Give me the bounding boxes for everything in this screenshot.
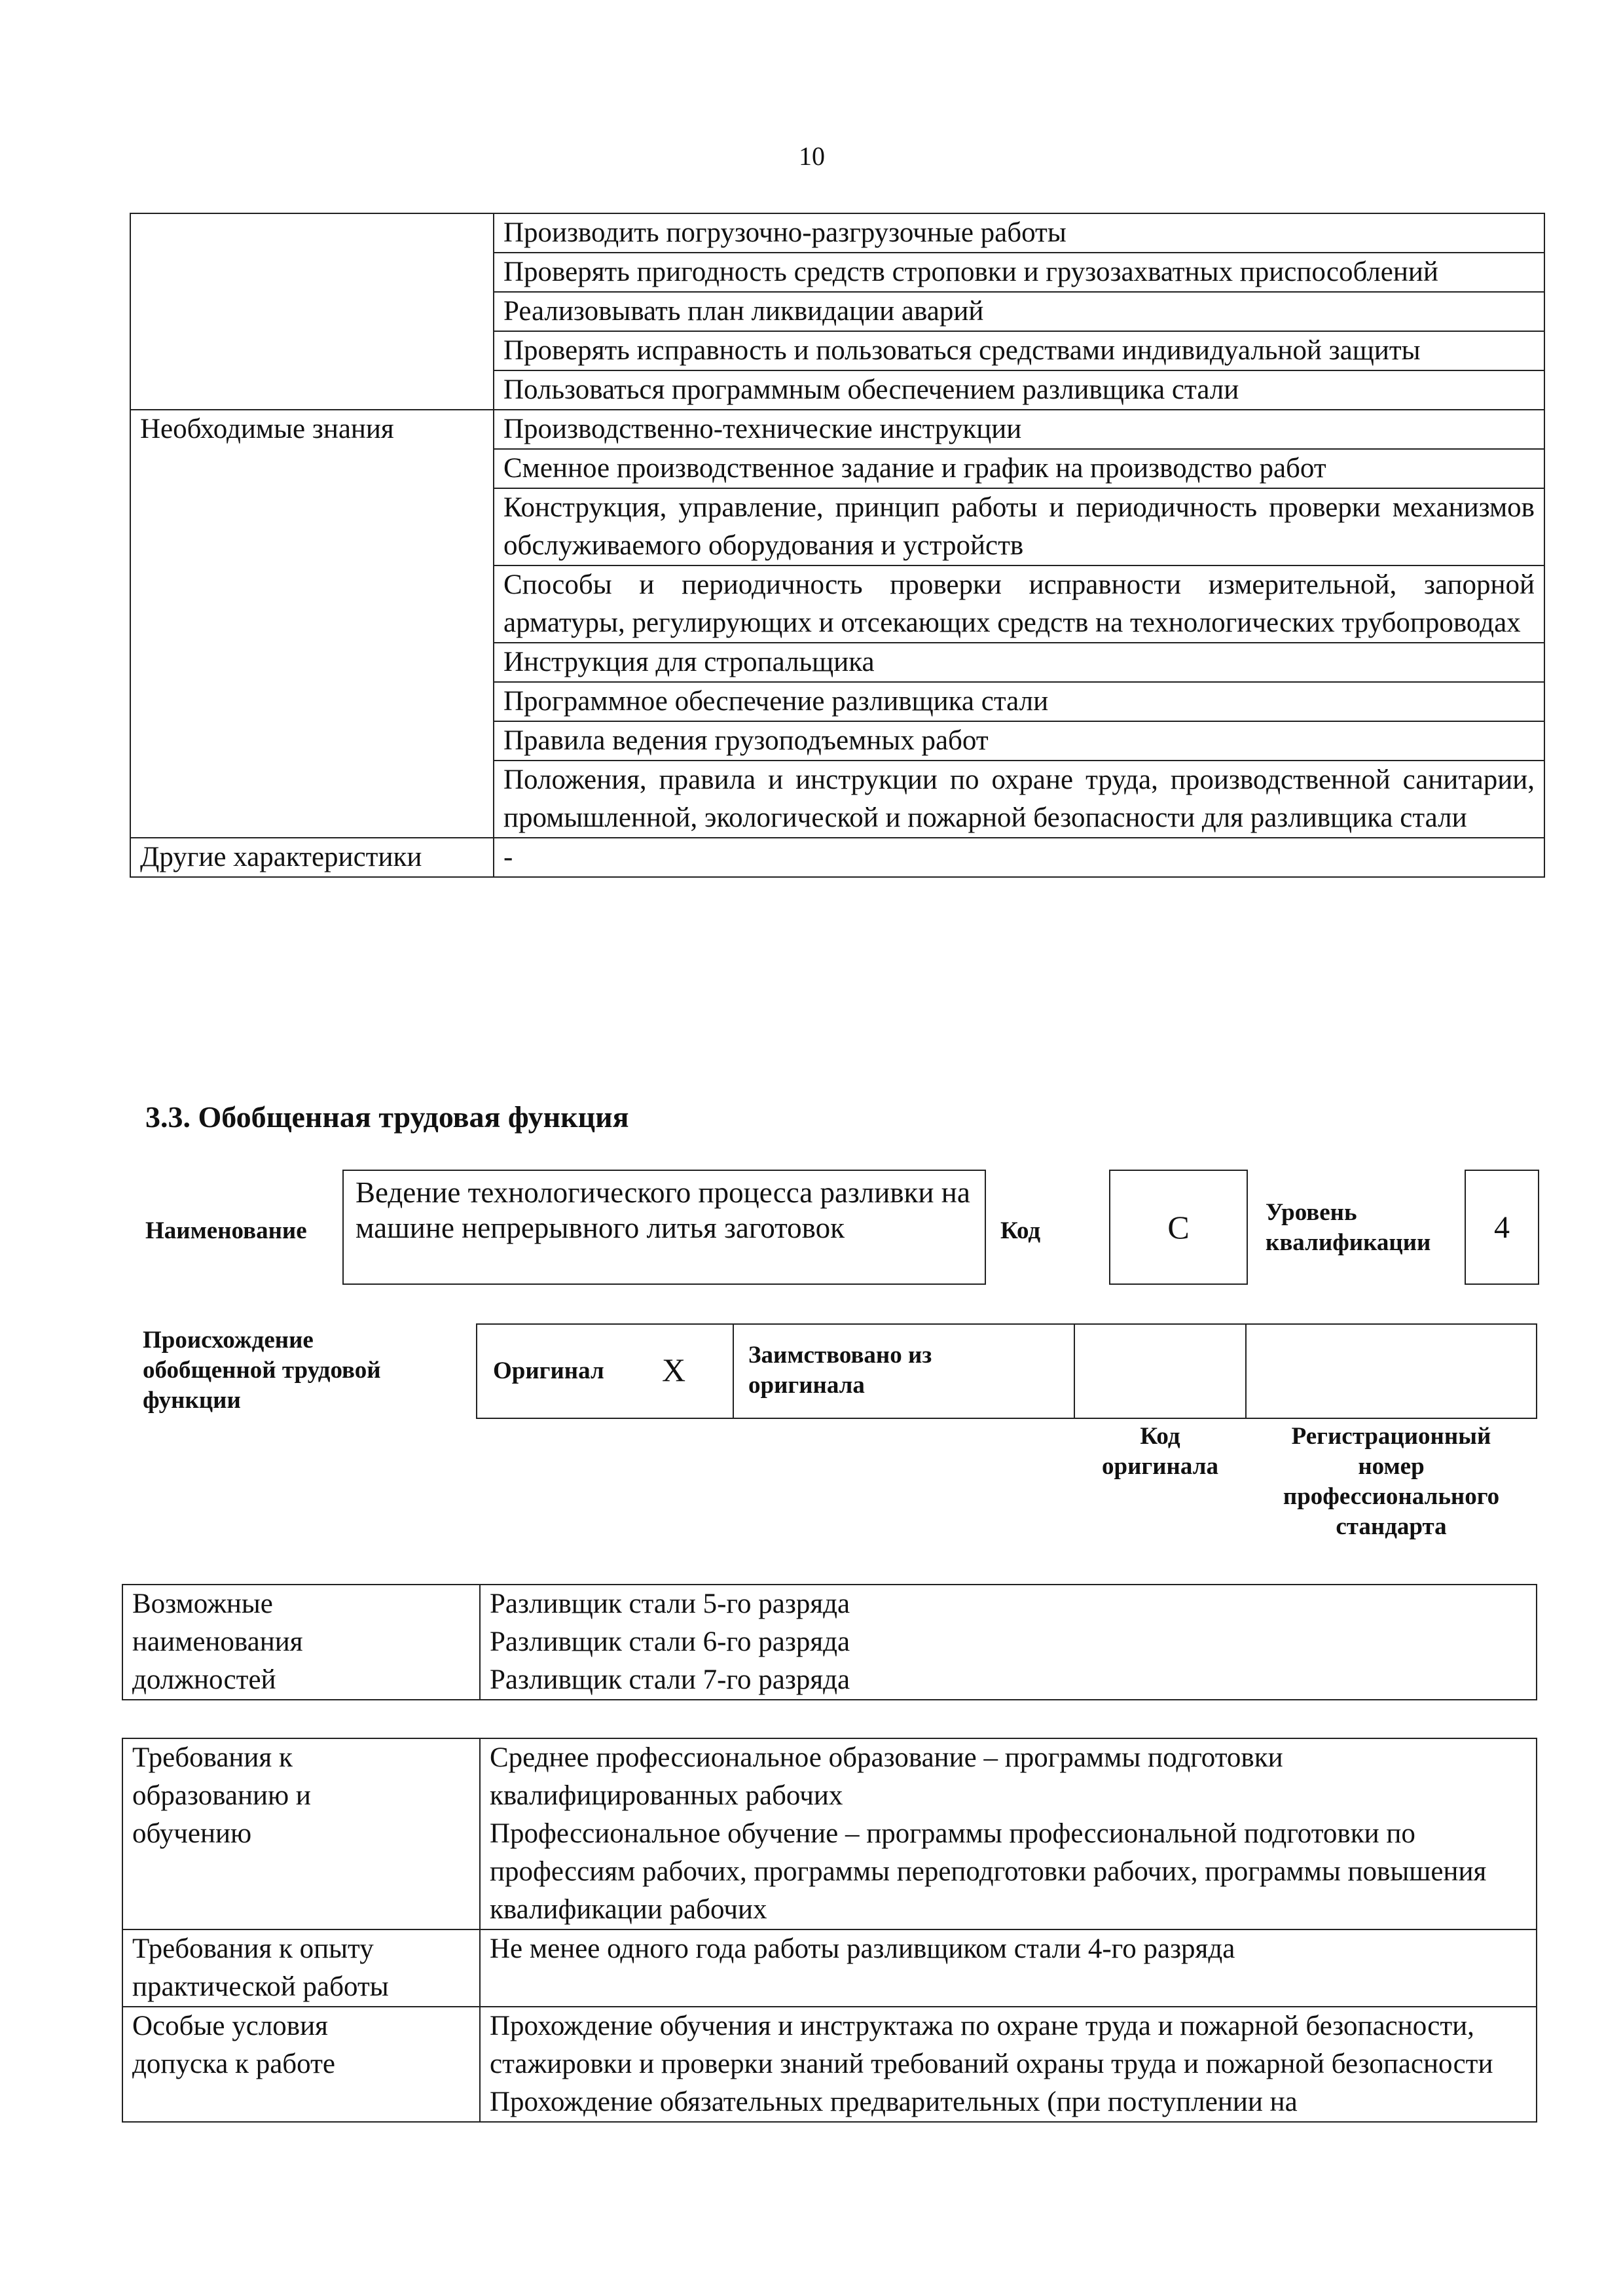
- skill-item: Реализовывать план ликвидации аварий: [494, 292, 1544, 331]
- page-number: 10: [799, 141, 825, 171]
- special-label-line: Особые условия: [132, 2011, 328, 2041]
- borrowed-label-line: оригинала: [748, 1372, 865, 1399]
- code-box: [1109, 1170, 1248, 1285]
- experience-label-line: практической работы: [132, 1971, 389, 2002]
- empty-label-cell: [130, 213, 494, 410]
- code-value: C: [1167, 1209, 1190, 1246]
- experience-label: [122, 1929, 480, 2007]
- education-value: [480, 1738, 1537, 1929]
- knowledge-item: Конструкция, управление, принцип работы и периодичность проверки механизмов обслуживаемого оборудования и устройств: [494, 488, 1544, 565]
- registration-caption-line: номер: [1358, 1453, 1425, 1480]
- position-item: Разливщик стали 7-го разряда: [490, 1664, 850, 1695]
- position-item: Разливщик стали 6-го разряда: [490, 1626, 850, 1657]
- education-item: Профессиональное обучение – программы профессиональной подготовки по профессиям рабочих, программы переподготовки рабочих, программы повышения квалификации рабочих: [490, 1818, 1487, 1925]
- registration-cell: [1245, 1323, 1537, 1419]
- experience-value: Не менее одного года работы разливщиком стали 4-го разряда: [480, 1929, 1537, 2007]
- special-value: [480, 2007, 1537, 2122]
- level-value: 4: [1494, 1210, 1510, 1245]
- knowledge-item: Программное обеспечение разливщика стали: [494, 682, 1544, 721]
- registration-caption-line: профессионального: [1283, 1483, 1500, 1510]
- knowledge-table: [130, 213, 1545, 878]
- experience-label-line: Требования к опыту: [132, 1933, 374, 1964]
- positions-label-line: наименования: [132, 1626, 303, 1657]
- origin-label-line: обобщенной трудовой: [143, 1357, 381, 1384]
- level-label-line: квалификации: [1266, 1229, 1431, 1256]
- knowledge-item: Производственно-технические инструкции: [494, 410, 1544, 449]
- code-original-caption-line: оригинала: [1102, 1453, 1218, 1480]
- registration-caption-line: стандарта: [1336, 1513, 1447, 1540]
- education-item: Среднее профессиональное образование – программы подготовки квалифицированных рабочих: [490, 1742, 1283, 1811]
- original-cell: [476, 1323, 734, 1419]
- knowledge-item: Правила ведения грузоподъемных работ: [494, 721, 1544, 761]
- positions-list: [480, 1585, 1537, 1700]
- positions-label-line: Возможные: [132, 1588, 273, 1619]
- positions-label-line: должностей: [132, 1664, 276, 1695]
- name-label: Наименование: [145, 1217, 307, 1244]
- original-label: Оригинал: [493, 1357, 604, 1384]
- special-item: Прохождение обучения и инструктажа по охране труда и пожарной безопасности, стажировки и проверки знаний требований охраны труда и пожарной безопасности: [490, 2011, 1493, 2079]
- special-label: [122, 2007, 480, 2122]
- code-label: Код: [1000, 1217, 1041, 1244]
- education-label: [122, 1738, 480, 1929]
- skill-item: Проверять исправность и пользоваться средствами индивидуальной защиты: [494, 331, 1544, 370]
- borrowed-label: [748, 1340, 932, 1401]
- positions-table: [122, 1584, 1537, 1700]
- education-label-line: Требования к: [132, 1742, 293, 1773]
- special-item: Прохождение обязательных предварительных (при поступлении на: [490, 2087, 1298, 2117]
- code-original-caption: [1074, 1422, 1247, 1482]
- borrowed-cell: [733, 1323, 1075, 1419]
- origin-label-line: функции: [143, 1387, 241, 1414]
- level-label: [1266, 1198, 1431, 1258]
- function-name: Ведение технологического процесса разливки на машине непрерывного литья заготовок: [356, 1176, 970, 1244]
- skill-item: Проверять пригодность средств строповки и грузозахватных приспособлений: [494, 253, 1544, 292]
- other-label: Другие характеристики: [130, 838, 494, 877]
- knowledge-item: Способы и периодичность проверки исправности измерительной, запорной арматуры, регулирующих и отсекающих средств на технологических трубопроводах: [494, 565, 1544, 643]
- knowledge-item: Сменное производственное задание и график на производство работ: [494, 449, 1544, 488]
- education-label-line: обучению: [132, 1818, 252, 1849]
- registration-caption-line: Регистрационный: [1291, 1423, 1491, 1450]
- positions-label: [122, 1585, 480, 1700]
- code-original-cell: [1074, 1323, 1247, 1419]
- level-box: [1465, 1170, 1539, 1285]
- original-mark: X: [662, 1352, 686, 1388]
- knowledge-item: Инструкция для стропальщика: [494, 643, 1544, 682]
- other-value: -: [494, 838, 1544, 877]
- section-heading: 3.3. Обобщенная трудовая функция: [145, 1100, 629, 1134]
- registration-caption: [1245, 1422, 1537, 1542]
- borrowed-label-line: Заимствовано из: [748, 1342, 932, 1369]
- level-label-line: Уровень: [1266, 1199, 1357, 1226]
- requirements-table: [122, 1738, 1537, 2123]
- skill-item: Пользоваться программным обеспечением разливщика стали: [494, 370, 1544, 410]
- skill-item: Производить погрузочно-разгрузочные работы: [494, 213, 1544, 253]
- education-label-line: образованию и: [132, 1780, 311, 1811]
- origin-label-line: Происхождение: [143, 1327, 314, 1354]
- origin-label: [143, 1325, 381, 1416]
- function-name-box: [342, 1170, 986, 1285]
- special-label-line: допуска к работе: [132, 2049, 335, 2079]
- code-original-caption-line: Код: [1140, 1423, 1180, 1450]
- position-item: Разливщик стали 5-го разряда: [490, 1588, 850, 1619]
- knowledge-item: Положения, правила и инструкции по охране труда, производственной санитарии, промышленной, экологической и пожарной безопасности для разливщика стали: [494, 761, 1544, 838]
- knowledge-label: Необходимые знания: [130, 410, 494, 838]
